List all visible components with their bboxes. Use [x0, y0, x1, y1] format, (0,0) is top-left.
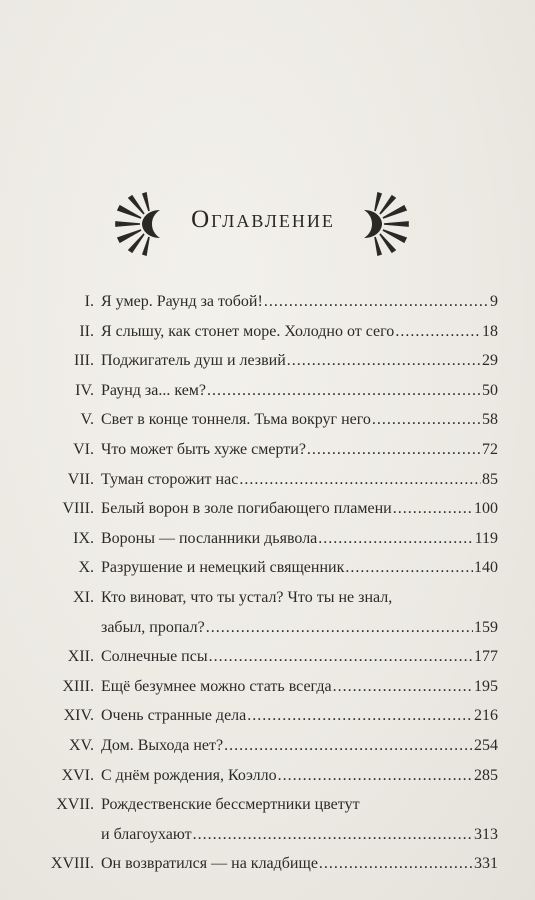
- chapter-number: III.: [74, 352, 94, 370]
- page-number: 195: [474, 677, 498, 695]
- dot-leader: [206, 616, 473, 640]
- page-number: 285: [474, 766, 498, 784]
- page-number: 331: [474, 855, 498, 873]
- chapter-number: XIV.: [63, 707, 94, 725]
- chapter-title: Очень странные дела: [101, 707, 247, 725]
- dot-leader: [345, 556, 473, 580]
- page-number: 254: [474, 737, 498, 754]
- toc-entry: [28, 734, 498, 764]
- dot-leader: [318, 527, 473, 551]
- chapter-title: Солнечные псы: [101, 648, 208, 666]
- page-title: Оглавление: [191, 206, 335, 233]
- chapter-title: и благоухают: [101, 825, 192, 843]
- dot-leader: [193, 823, 473, 847]
- toc-entry: [28, 468, 498, 498]
- chapter-number: VI.: [73, 441, 94, 458]
- page-number: 313: [474, 825, 498, 843]
- page-number: 50: [482, 381, 498, 399]
- toc-entry: [28, 675, 498, 705]
- chapter-number: II.: [79, 322, 94, 340]
- dot-leader: [319, 852, 473, 876]
- dot-leader: [278, 764, 473, 788]
- chapter-title: Раунд за... кем?: [101, 381, 207, 399]
- chapter-title: С днём рождения, Коэлло: [101, 766, 277, 784]
- chapter-number: I.: [84, 293, 94, 310]
- dot-leader: [207, 379, 481, 403]
- chapter-number: XVIII.: [50, 855, 94, 873]
- dot-leader: [372, 408, 481, 432]
- chapter-title: Свет в конце тоннеля. Тьма вокруг него: [101, 411, 371, 429]
- page-number: 9: [490, 293, 498, 310]
- chapter-number: IX.: [73, 529, 94, 547]
- chapter-title: Дом. Выхода нет?: [101, 737, 224, 754]
- chapter-title: Ещё безумнее можно стать всегда: [101, 677, 332, 695]
- page-number: 159: [474, 618, 498, 636]
- chapter-title: Туман сторожит нас: [101, 470, 239, 488]
- chapter-title: Вороны — посланники дьявола: [101, 529, 318, 547]
- chapter-number: VIII.: [62, 500, 94, 518]
- toc-entry: [28, 764, 498, 794]
- chapter-number: XII.: [67, 648, 94, 666]
- dot-leader: [239, 468, 481, 492]
- dot-leader: [224, 734, 473, 758]
- page-number: 177: [474, 648, 498, 666]
- toc-entry: [28, 852, 498, 882]
- page-number: 140: [474, 559, 498, 577]
- toc-entry: [28, 290, 498, 320]
- dot-leader: [209, 645, 473, 669]
- chapter-title: Кто виноват, что ты устал? Что ты не знал,: [101, 589, 393, 606]
- chapter-number: XIII.: [62, 677, 94, 695]
- chapter-number: V.: [80, 411, 94, 429]
- chapter-number: XVII.: [56, 796, 94, 814]
- page-number: 100: [474, 500, 498, 518]
- chapter-title: Он возвратился — на кладбище: [101, 855, 318, 873]
- toc-entry: [28, 586, 498, 645]
- page-number: 119: [474, 529, 498, 547]
- sun-ornament-icon: [112, 192, 160, 256]
- dot-leader: [307, 438, 481, 462]
- page-number: 58: [482, 411, 498, 429]
- dot-leader: [395, 320, 481, 344]
- page-number: 18: [482, 322, 498, 340]
- dot-leader: [333, 675, 473, 699]
- toc-entry: [28, 645, 498, 675]
- chapter-number: XVI.: [61, 766, 94, 784]
- toc-entry: [28, 793, 498, 852]
- dot-leader: [247, 704, 473, 728]
- chapter-title: Разрушение и немецкий священник: [101, 559, 345, 577]
- toc-entry: [28, 320, 498, 350]
- chapter-title: Рождественские бессмертники цветут: [101, 796, 360, 814]
- chapter-number: VII.: [67, 470, 94, 488]
- chapter-title: Я умер. Раунд за тобой!: [101, 293, 263, 310]
- chapter-number: XV.: [68, 737, 94, 754]
- toc-entry: [28, 497, 498, 527]
- dot-leader: [264, 290, 489, 314]
- page-number: 216: [474, 707, 498, 725]
- chapter-title: Белый ворон в золе погибающего пламени: [101, 500, 392, 518]
- dot-leader: [393, 497, 473, 521]
- chapter-title: Я слышу, как стонет море. Холодно от сего: [101, 322, 395, 340]
- chapter-title: Что может быть хуже смерти?: [101, 441, 306, 458]
- toc-entry: [28, 556, 498, 586]
- toc-entry: [28, 349, 498, 379]
- chapter-number: XI.: [73, 589, 94, 606]
- toc-entry: [28, 527, 498, 557]
- toc-entry: [28, 408, 498, 438]
- page-number: 29: [482, 352, 498, 370]
- page-number: 72: [482, 441, 498, 458]
- chapter-title: забыл, пропал?: [101, 618, 205, 636]
- dot-leader: [287, 349, 481, 373]
- sun-ornament-icon: [364, 192, 412, 256]
- toc-heading: [112, 192, 412, 262]
- toc-entry: [28, 379, 498, 409]
- chapter-title: Поджигатель душ и лезвий: [101, 352, 286, 370]
- toc-entry: [28, 438, 498, 468]
- chapter-number: IV.: [75, 381, 94, 399]
- toc-entry: [28, 704, 498, 734]
- page-number: 85: [482, 470, 498, 488]
- chapter-number: X.: [78, 559, 94, 577]
